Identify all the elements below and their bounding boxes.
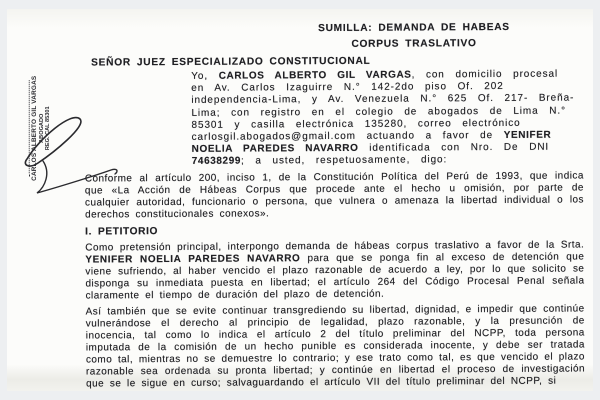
paragraph-petitorio: Como pretensión principal, interpongo demanda de hábeas corpus traslativo a favor de la Srta. YENIFER NOELIA PAREDES NAVARRO para que se ponga fin al exceso de detención que viene sufriendo, al haber vencido el plazo razonable de acuerdo a ley, por lo que solicito se disponga su inmediata puesta en libertad; el artículo 264 del Código Procesal Penal señala claramente el tiempo de duración del plazo de detención.	[85, 239, 585, 302]
sumilla-line-2: CORPUS TRASLATIVO	[351, 38, 477, 50]
petitorio-heading: I. PETITORIO	[85, 225, 159, 238]
stamp-signature-line	[29, 80, 30, 176]
attorney-stamp	[29, 69, 52, 187]
addressee-heading: SEÑOR JUEZ ESPECIALIZADO CONSTITUCIONAL	[91, 55, 371, 69]
stamp-attorney-title: ABOGADO	[38, 113, 45, 143]
stamp-attorney-name: CARLOS ALBERTO GIL VARGAS	[30, 75, 38, 181]
document-body	[84, 19, 585, 390]
paragraph-asi-tambien: Así también que se evite continuar transgrediendo su libertad, dignidad, e impedir que continúe vulnerándose el derecho al principio de legalidad, plazo razonable, y la presunción de inocencia, tal como lo indica el artículo 2 del título preliminar del NCPP, toda persona imputada de la comisión de un hecho punible es considerada inocente, y debe ser tratada como tal, mientras no se demuestre lo contrario; y ese trato como tal, es que vencido el plazo razonable sea ordenada su pronta libertad; y continúe en libertad el proceso de investigación que se le sigue en curso; salvaguardando el artículo VII del título preliminar del NCPP, si	[85, 303, 586, 390]
paragraph-conforme: Conforme al artículo 200, inciso 1, de la Constitución Política del Perú de 1993, que indica que «La Acción de Hábeas Corpus que procede ante el hecho u omisión, por parte de cualquier autoridad, funcionario o persona, que vulnera o amenaza la libertad individual o los derechos constitucionales conexos».	[84, 170, 585, 221]
sumilla-heading	[280, 20, 548, 54]
stamp-registration-number: REG. CAL 85301	[44, 106, 51, 151]
sumilla-line-1: SUMILLA: DEMANDA DE HABEAS	[318, 21, 510, 35]
document-page	[7, 9, 593, 391]
paragraph-intro: Yo, CARLOS ALBERTO GIL VARGAS, con domicilio procesal en Av. Carlos Izaguirre N.° 142-2do piso Of. 202 independencia-Lima, y Av. Venezuela N.° 625 Of. 217- Breña-Lima; con registro en el colegio de abogados de Lima N.° 85301 y casilla electrónica 135280, correo electrónico carlosgil.abogados@gmail.com actuando a favor de YENIFER NOELIA PAREDES NAVARRO identificada con Nro. De DNI 74638299; a usted, respetuosamente, digo:	[191, 68, 575, 168]
